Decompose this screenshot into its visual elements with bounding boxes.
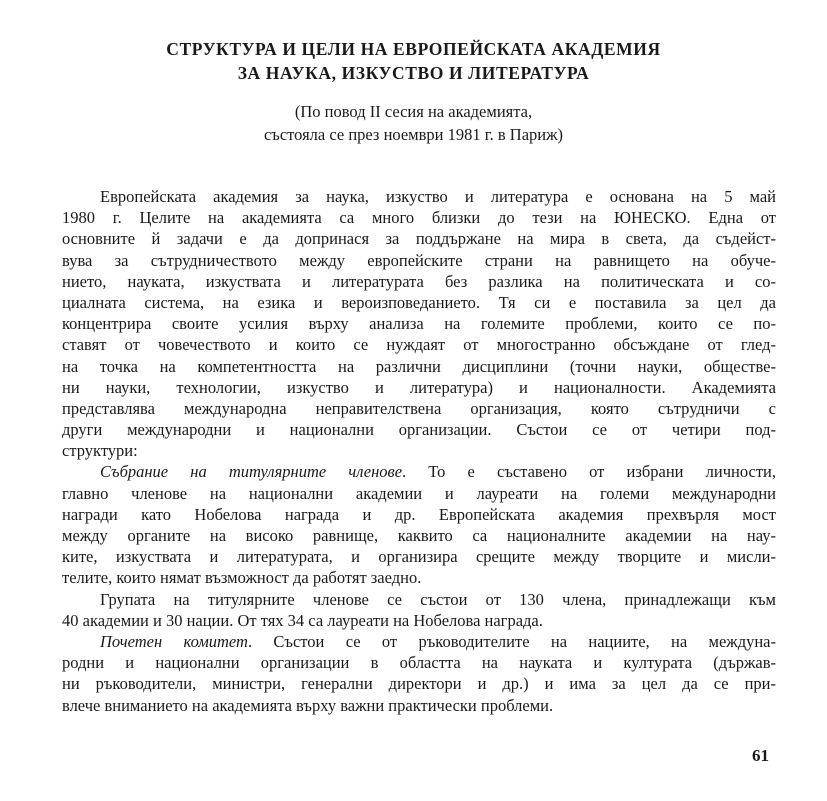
- title-line-2: ЗА НАУКА, ИЗКУСТВО И ЛИТЕРАТУРА: [237, 63, 590, 83]
- paragraph-3-line: Групата на титулярните членове се състои от 130 члена, принадлежащи към: [100, 589, 776, 609]
- paragraph-3-line: 40 академии и 30 нации. От тях 34 са лауреати на Нобелова награда.: [62, 610, 543, 630]
- paragraph-1-line: на точка на компетентността на различни дисциплини (точни науки, обществе-: [62, 356, 776, 376]
- paragraph-1-line: нието, науката, изкуствата и литературата без разлика на политическата и со-: [62, 271, 776, 291]
- subtitle-line-1: (По повод II сесия на академията,: [294, 102, 533, 121]
- paragraph-2-line: ките, изкуствата и литературата, и организира срещите между творците и мисли-: [62, 547, 776, 567]
- paragraph-1-line: Европейската академия за наука, изкуство и литература е основана на 5 май: [100, 187, 776, 206]
- article-title: [0, 37, 827, 85]
- paragraph-1-line: основните й задачи е да допринася за поддържане на мира в света, да съдейст-: [62, 229, 776, 249]
- paragraph-1-line: ни науки, технологии, изкуство и литература) и националности. Академията: [62, 377, 776, 397]
- honorary-committee-heading: Почетен комитет: [100, 631, 248, 651]
- paragraph-2-line: между органите на високо равнище, каквито са националните академии на нау-: [62, 526, 776, 545]
- paragraph-4-line: влече вниманието на академията върху важни практически проблеми.: [62, 695, 554, 715]
- paragraph-2-line: телите, които нямат възможност да работят заедно.: [62, 568, 422, 588]
- paragraph-4-line: родни и национални организации в областта на науката и културата (държав-: [62, 653, 776, 673]
- paragraph-1-line: вува за сътрудничеството между европейските страни на равнището на обуче-: [62, 250, 776, 270]
- subtitle-line-2: състояла се през ноември 1981 г. в Париж): [263, 125, 564, 144]
- paragraph-1-line: други международни и национални организации. Състои се от четири под-: [62, 420, 776, 440]
- paragraph-2-line: награди като Нобелова награда и др. Европейската академия прехвърля мост: [62, 504, 776, 524]
- paragraph-4-first-line-rest: . Състои се от ръководителите на нациите, на междуна-: [247, 631, 776, 651]
- page-number: 61: [752, 746, 769, 765]
- paragraph-1-line: структури:: [62, 441, 138, 461]
- paragraph-1-line: 1980 г. Целите на академията са много близки до тези на ЮНЕСКО. Една от: [62, 208, 776, 228]
- paragraph-1-line: представлява международна неправителствена организация, която сътрудничи с: [62, 398, 776, 418]
- article-body: [62, 186, 776, 716]
- paragraph-2-first-line-rest: . То е съставено от избрани личности,: [402, 462, 776, 482]
- paragraph-2-first-line: [62, 461, 776, 482]
- assembly-heading: Събрание на титулярните членове: [100, 462, 403, 482]
- paragraph-2-line: главно членове на национални академии и лауреати на големи международни: [62, 483, 776, 503]
- paragraph-4-first-line: [62, 631, 776, 652]
- paragraph-1-line: циалната система, на езика и вероизповеданието. Тя си е поставила за цел да: [62, 292, 776, 312]
- paragraph-4-line: ни ръководители, министри, генерални директори и др.) и има за цел да се при-: [62, 674, 776, 694]
- title-line-1: СТРУКТУРА И ЦЕЛИ НА ЕВРОПЕЙСКАТА АКАДЕМИЯ: [166, 39, 661, 59]
- paragraph-1-line: ставят от човечеството и които се нуждаят от многостранно обсъждане от глед-: [62, 335, 776, 355]
- paragraph-1-line: концентрира своите усилия върху анализа на големите проблеми, които се по-: [62, 314, 776, 334]
- article-subtitle: [0, 100, 827, 146]
